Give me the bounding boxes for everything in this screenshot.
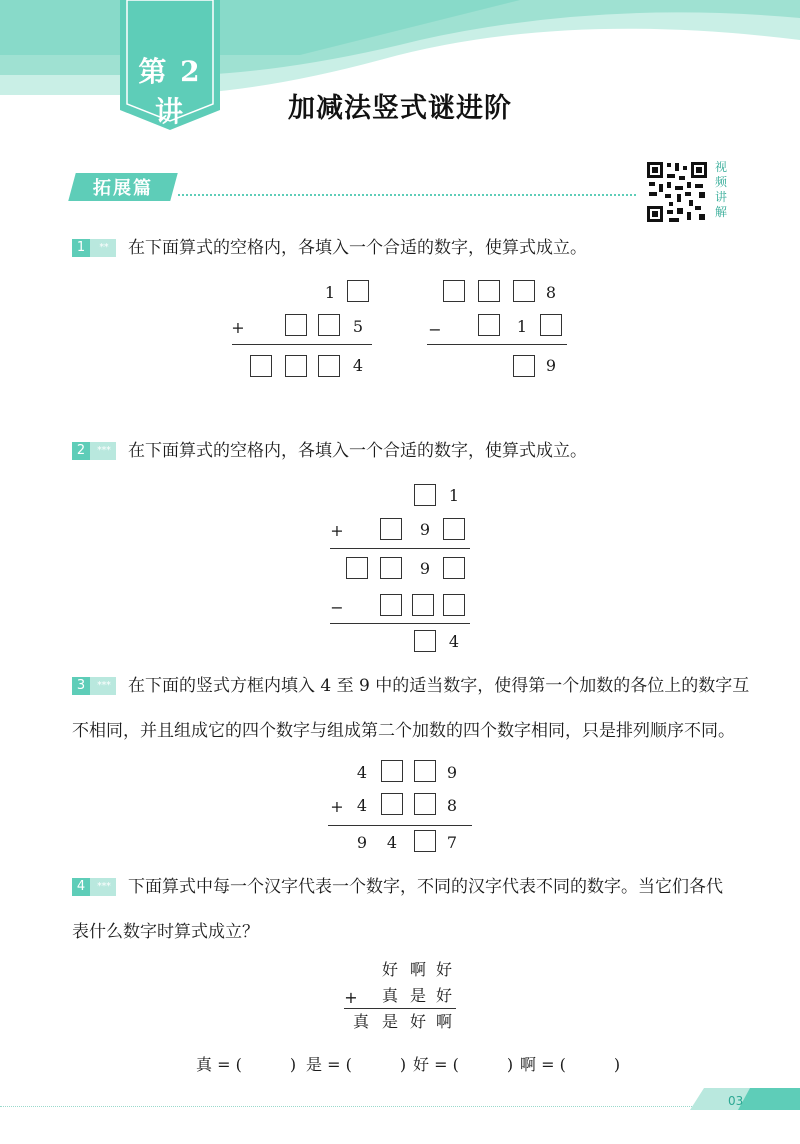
problem-number: 3 xyxy=(72,677,90,695)
blank-box[interactable] xyxy=(380,518,402,540)
digit: 7 xyxy=(446,833,458,852)
blank-box[interactable] xyxy=(443,594,465,616)
hanzi-digit: 真 xyxy=(381,986,398,1005)
blank-box[interactable] xyxy=(443,518,465,540)
section-divider xyxy=(178,194,636,196)
qr-caption: 视频讲解 xyxy=(715,160,728,219)
blank-box[interactable] xyxy=(443,280,465,302)
digit: 8 xyxy=(446,796,458,815)
problem-badge xyxy=(72,442,116,460)
equation-rule xyxy=(330,548,470,549)
hanzi-digit: 真 xyxy=(352,1012,369,1031)
hanzi-digit: 是 xyxy=(409,986,426,1005)
minus-sign: − xyxy=(428,320,442,339)
blank-box[interactable] xyxy=(412,594,434,616)
plus-sign: + xyxy=(344,988,358,1007)
problem-badge xyxy=(72,878,116,896)
hanzi-digit: 啊 xyxy=(409,960,426,979)
digit: 4 xyxy=(448,632,460,651)
answer-blank[interactable]: 真 = ( ) xyxy=(196,1055,297,1074)
equation-rule xyxy=(427,344,567,345)
lecture-label: 第 2 讲 xyxy=(138,55,202,128)
problem-number: 2 xyxy=(72,442,90,460)
page-title: 加减法竖式谜进阶 xyxy=(288,93,512,124)
footer-tab xyxy=(690,1088,800,1110)
blank-box[interactable] xyxy=(318,355,340,377)
answer-blank[interactable]: 好 = ( ) xyxy=(413,1055,514,1074)
problem-text: 在下面算式的空格内，各填入一个合适的数字，使算式成立。 xyxy=(128,238,587,258)
blank-box[interactable] xyxy=(250,355,272,377)
problem-badge xyxy=(72,239,116,257)
minus-sign: − xyxy=(330,598,344,617)
blank-box[interactable] xyxy=(318,314,340,336)
digit: 4 xyxy=(386,833,398,852)
difficulty-stars: ** xyxy=(99,243,109,253)
digit: 4 xyxy=(352,356,364,375)
plus-sign: + xyxy=(231,318,245,337)
digit: 1 xyxy=(516,317,528,336)
blank-box[interactable] xyxy=(380,557,402,579)
blank-box[interactable] xyxy=(381,760,403,782)
blank-box[interactable] xyxy=(478,314,500,336)
problem-text-line1: 在下面的竖式方框内填入 4 至 9 中的适当数字，使得第一个加数的各位上的数字互 xyxy=(128,676,750,696)
digit: 8 xyxy=(545,283,557,302)
blank-box[interactable] xyxy=(381,793,403,815)
blank-box[interactable] xyxy=(414,830,436,852)
digit: 9 xyxy=(419,559,431,578)
equation-rule xyxy=(328,825,472,826)
plus-sign: + xyxy=(330,521,344,540)
digit: 4 xyxy=(356,763,368,782)
page-number: 03 xyxy=(728,1094,744,1108)
equation-rule xyxy=(232,344,372,345)
difficulty-stars: *** xyxy=(97,681,111,691)
hanzi-digit: 好 xyxy=(409,1012,426,1031)
hanzi-digit: 是 xyxy=(381,1012,398,1031)
digit: 1 xyxy=(324,283,336,302)
hanzi-digit: 好 xyxy=(435,960,452,979)
hanzi-digit: 好 xyxy=(381,960,398,979)
blank-box[interactable] xyxy=(513,355,535,377)
qr-code-icon[interactable] xyxy=(645,160,709,224)
digit: 9 xyxy=(545,356,557,375)
section-tag: 拓展篇 xyxy=(93,178,153,199)
digit: 9 xyxy=(446,763,458,782)
digit: 4 xyxy=(356,796,368,815)
digit: 9 xyxy=(356,833,368,852)
digit: 9 xyxy=(419,520,431,539)
problem-text-line2: 不相同，并且组成它的四个数字与组成第二个加数的四个数字相同，只是排列顺序不同。 xyxy=(72,721,735,741)
digit: 1 xyxy=(448,486,460,505)
blank-box[interactable] xyxy=(414,630,436,652)
blank-box[interactable] xyxy=(414,793,436,815)
blank-box[interactable] xyxy=(513,280,535,302)
answer-blank[interactable]: 是 = ( ) xyxy=(306,1055,407,1074)
equation-rule xyxy=(344,1008,456,1009)
footer-rule xyxy=(0,1106,800,1107)
problem-number: 4 xyxy=(72,878,90,896)
blank-box[interactable] xyxy=(414,484,436,506)
blank-box[interactable] xyxy=(347,280,369,302)
blank-box[interactable] xyxy=(414,760,436,782)
problem-badge xyxy=(72,677,116,695)
plus-sign: + xyxy=(330,797,344,816)
hanzi-digit: 啊 xyxy=(435,1012,452,1031)
blank-box[interactable] xyxy=(285,355,307,377)
blank-box[interactable] xyxy=(540,314,562,336)
problem-text-line1: 下面算式中每一个汉字代表一个数字，不同的汉字代表不同的数字。当它们各代 xyxy=(128,877,723,897)
problem-text-line2: 表什么数字时算式成立？ xyxy=(72,922,259,942)
hanzi-digit: 好 xyxy=(435,986,452,1005)
blank-box[interactable] xyxy=(346,557,368,579)
blank-box[interactable] xyxy=(380,594,402,616)
equation-rule xyxy=(330,623,470,624)
blank-box[interactable] xyxy=(285,314,307,336)
blank-box[interactable] xyxy=(443,557,465,579)
digit: 5 xyxy=(352,317,364,336)
answer-blank[interactable]: 啊 = ( ) xyxy=(520,1055,621,1074)
blank-box[interactable] xyxy=(478,280,500,302)
problem-text: 在下面算式的空格内，各填入一个合适的数字，使算式成立。 xyxy=(128,441,587,461)
difficulty-stars: *** xyxy=(97,446,111,456)
difficulty-stars: *** xyxy=(97,882,111,892)
problem-number: 1 xyxy=(72,239,90,257)
